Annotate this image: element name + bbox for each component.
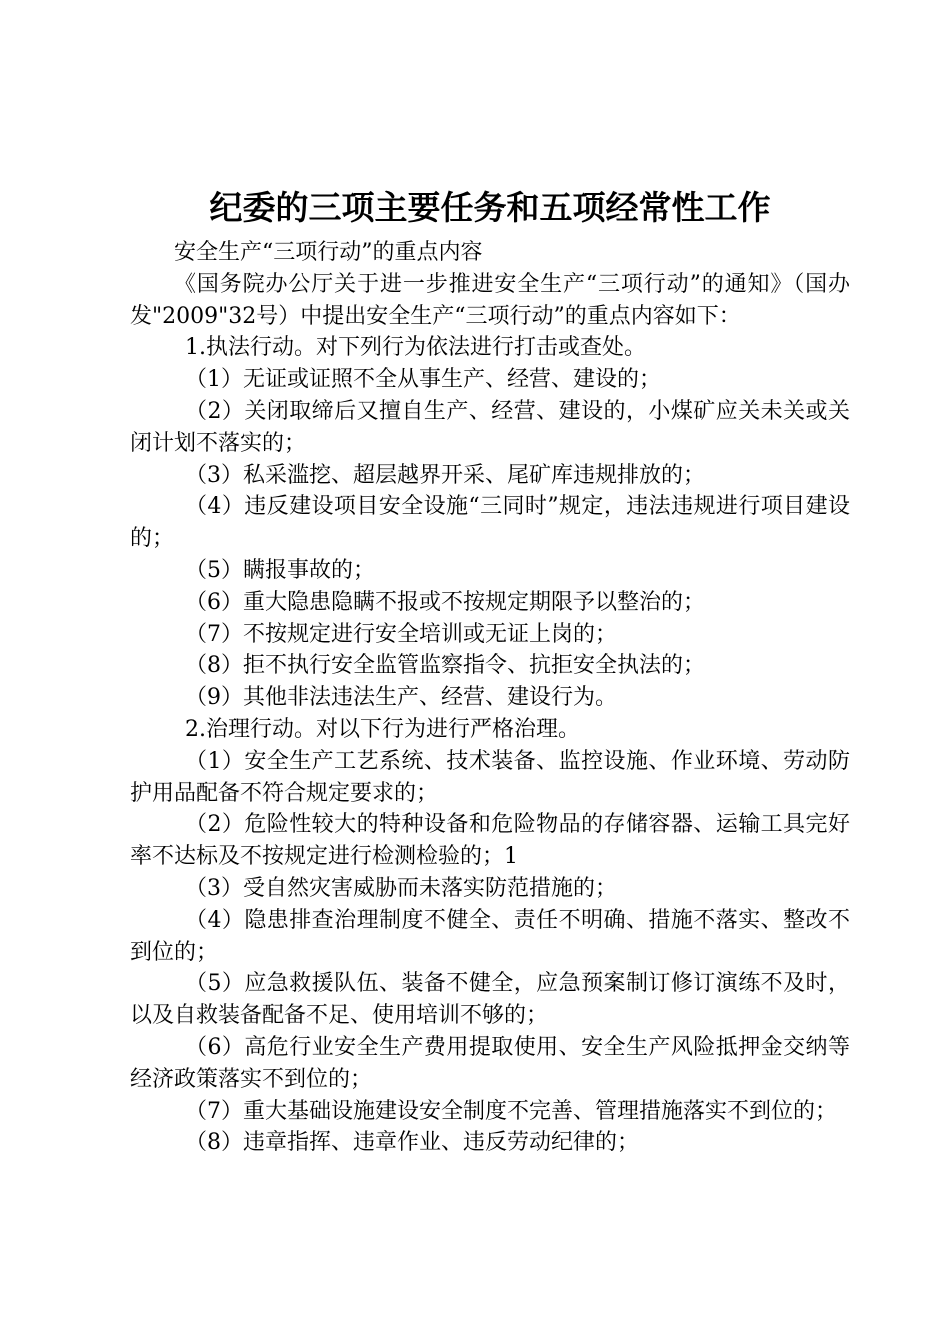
governance-item-4: （4）隐患排查治理制度不健全、责任不明确、措施不落实、整改不到位的； xyxy=(130,907,850,965)
enforcement-item-6: （6）重大隐患隐瞒不报或不按规定期限予以整治的； xyxy=(185,589,705,615)
governance-item-2: （2）危险性较大的特种设备和危险物品的存储容器、运输工具完好率不达标及不按规定进行检测检验的；1 xyxy=(130,812,850,870)
governance-item-6: （6）高危行业安全生产费用提取使用、安全生产风险抵押金交纳等经济政策落实不到位的； xyxy=(130,1034,850,1092)
document-title: 纪委的三项主要任务和五项经常性工作 xyxy=(209,188,771,227)
governance-item-5: （5）应急救援队伍、装备不健全，应急预案制订修订演练不及时，以及自救装备配备不足、使用培训不够的； xyxy=(130,971,850,1029)
enforcement-item-8: （8）拒不执行安全监管监察指令、抗拒安全执法的； xyxy=(185,653,705,679)
governance-item-8: （8）违章指挥、违章作业、违反劳动纪律的； xyxy=(185,1130,639,1156)
enforcement-item-3: （3）私采滥挖、超层越界开采、尾矿库违规排放的； xyxy=(185,462,705,488)
governance-item-7: （7）重大基础设施建设安全制度不完善、管理措施落实不到位的； xyxy=(185,1098,837,1124)
enforcement-heading: 1.执法行动。对下列行为依法进行打击或查处。 xyxy=(185,335,646,361)
section-heading: 安全生产“三项行动”的重点内容 xyxy=(174,240,483,265)
enforcement-item-4: （4）违反建设项目安全设施“三同时”规定，违法违规进行项目建设的； xyxy=(130,494,850,552)
enforcement-item-1: （1）无证或证照不全从事生产、经营、建设的； xyxy=(185,367,661,393)
enforcement-item-2: （2）关闭取缔后又擅自生产、经营、建设的，小煤矿应关未关或关闭计划不落实的； xyxy=(130,398,850,456)
enforcement-item-9: （9）其他非法违法生产、经营、建设行为。 xyxy=(185,685,617,711)
document-body xyxy=(130,237,850,1159)
governance-heading: 2.治理行动。对以下行为进行严格治理。 xyxy=(185,716,580,742)
intro-paragraph: 《国务院办公厅关于进一步推进安全生产“三项行动”的通知》（国办发"2009"32号）中提出安全生产“三项行动”的重点内容如下： xyxy=(130,271,850,329)
enforcement-item-7: （7）不按规定进行安全培训或无证上岗的； xyxy=(185,621,617,647)
governance-item-1: （1）安全生产工艺系统、技术装备、监控设施、作业环境、劳动防护用品配备不符合规定要求的； xyxy=(130,748,850,806)
governance-item-3: （3）受自然灾害威胁而未落实防范措施的； xyxy=(185,875,617,901)
enforcement-item-5: （5）瞒报事故的； xyxy=(185,557,375,583)
